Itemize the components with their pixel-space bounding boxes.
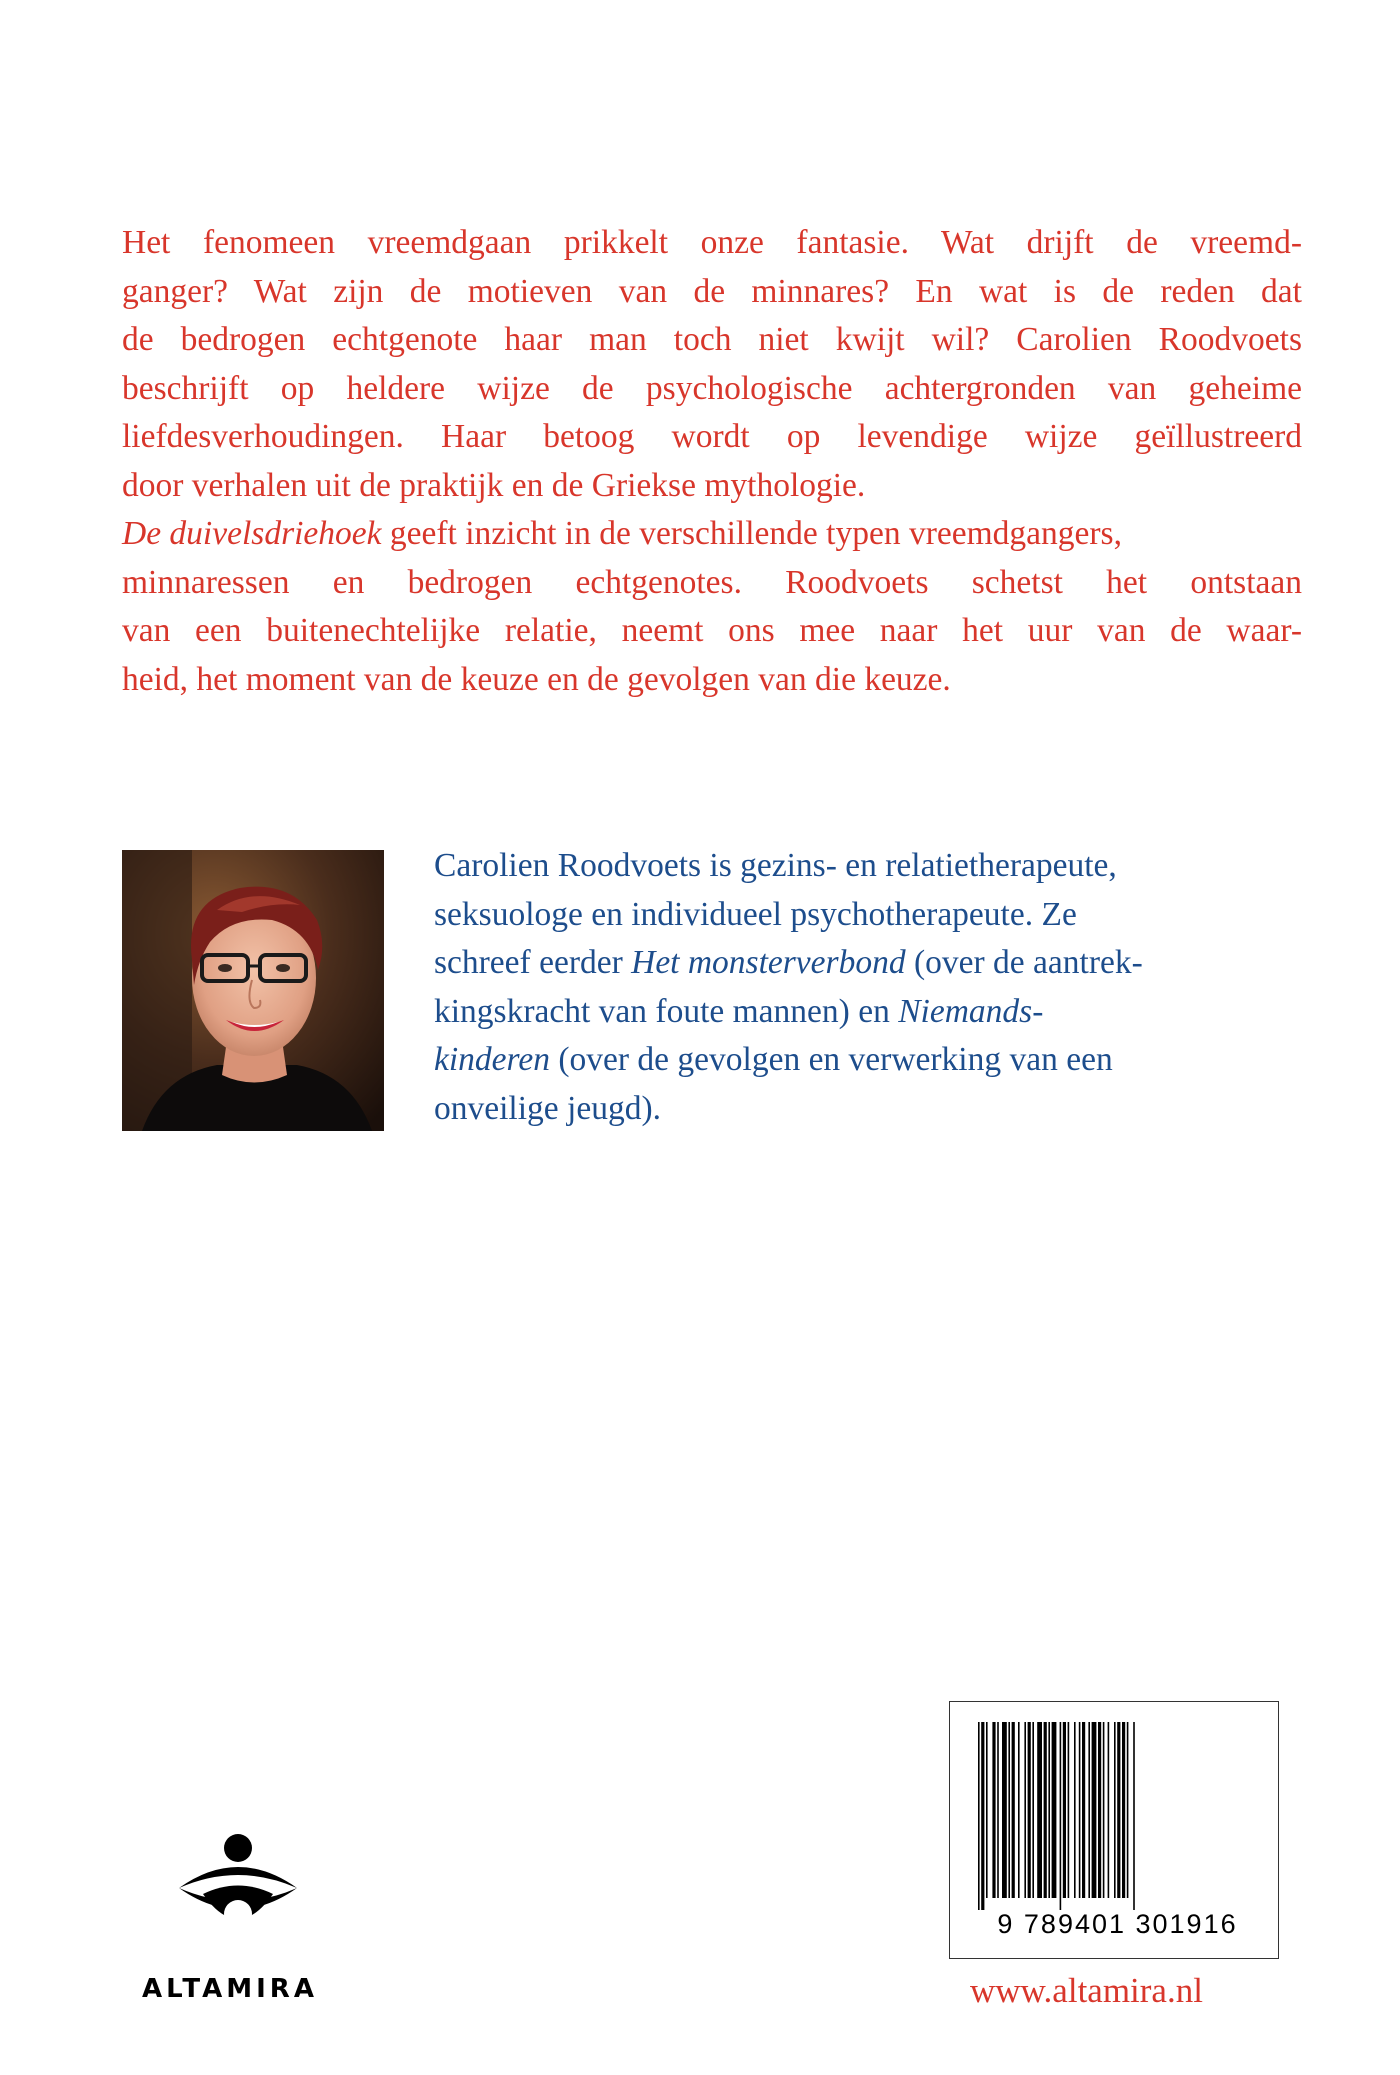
blurb-line: van een buitenechtelijke relatie, neemt ons mee naar het uur van de waar- [122,612,1302,649]
blurb-line: beschrijft op heldere wijze de psychologische achtergronden van geheime [122,369,1302,407]
blurb-line: liefdesverhoudingen. Haar betoog wordt op levendige wijze geïllustreerd [122,418,1302,455]
bio-line [434,988,1304,1037]
book-title-italic: De duivelsdriehoek [122,515,382,552]
publisher-name: ALTAMIRA [142,1974,318,2004]
isbn-barcode [949,1701,1279,1959]
author-bio [434,842,1304,1133]
book-blurb [122,219,1302,704]
author-photo [122,850,384,1131]
bio-book-title: Niemands- [898,992,1044,1030]
bio-text: kingskracht van foute mannen) en [434,992,899,1030]
blurb-line: door verhalen uit de praktijk en de Griekse mythologie. [122,466,866,504]
bio-line [434,939,1304,988]
bio-text: (over de aantrek- [905,944,1143,981]
bio-text: (over de gevolgen en verwerking van een [549,1041,1113,1078]
eye-logo-icon [175,1832,301,1950]
bio-book-title: Het monsterverbond [631,944,906,981]
bio-line: seksuologe en individueel psychotherapeute. Ze [434,895,1077,933]
blurb-line: de bedrogen echtgenote haar man toch niet kwijt wil? Carolien Roodvoets [122,321,1302,358]
blurb-line: ganger? Wat zijn de motieven van de minnares? En wat is de reden dat [122,272,1302,310]
blurb-line: Het fenomeen vreemdgaan prikkelt onze fantasie. Wat drijft de vreemd- [122,224,1302,261]
bio-line [434,1036,1304,1085]
bio-line: onveilige jeugd). [434,1089,661,1127]
bio-line: Carolien Roodvoets is gezins- en relatietherapeute, [434,847,1117,884]
blurb-line [122,510,1302,559]
blurb-line-rest: geeft inzicht in de verschillende typen vreemdgangers, [381,515,1122,552]
barcode-digits: 9 789401 301916 [997,1909,1238,1939]
blurb-line: minnaressen en bedrogen echtgenotes. Roodvoets schetst het ontstaan [122,563,1302,601]
publisher-url[interactable]: www.altamira.nl [970,1971,1203,2010]
bio-book-title: kinderen [434,1041,550,1078]
blurb-line: heid, het moment van de keuze en de gevolgen van die keuze. [122,660,951,698]
bio-text: schreef eerder [434,944,632,981]
